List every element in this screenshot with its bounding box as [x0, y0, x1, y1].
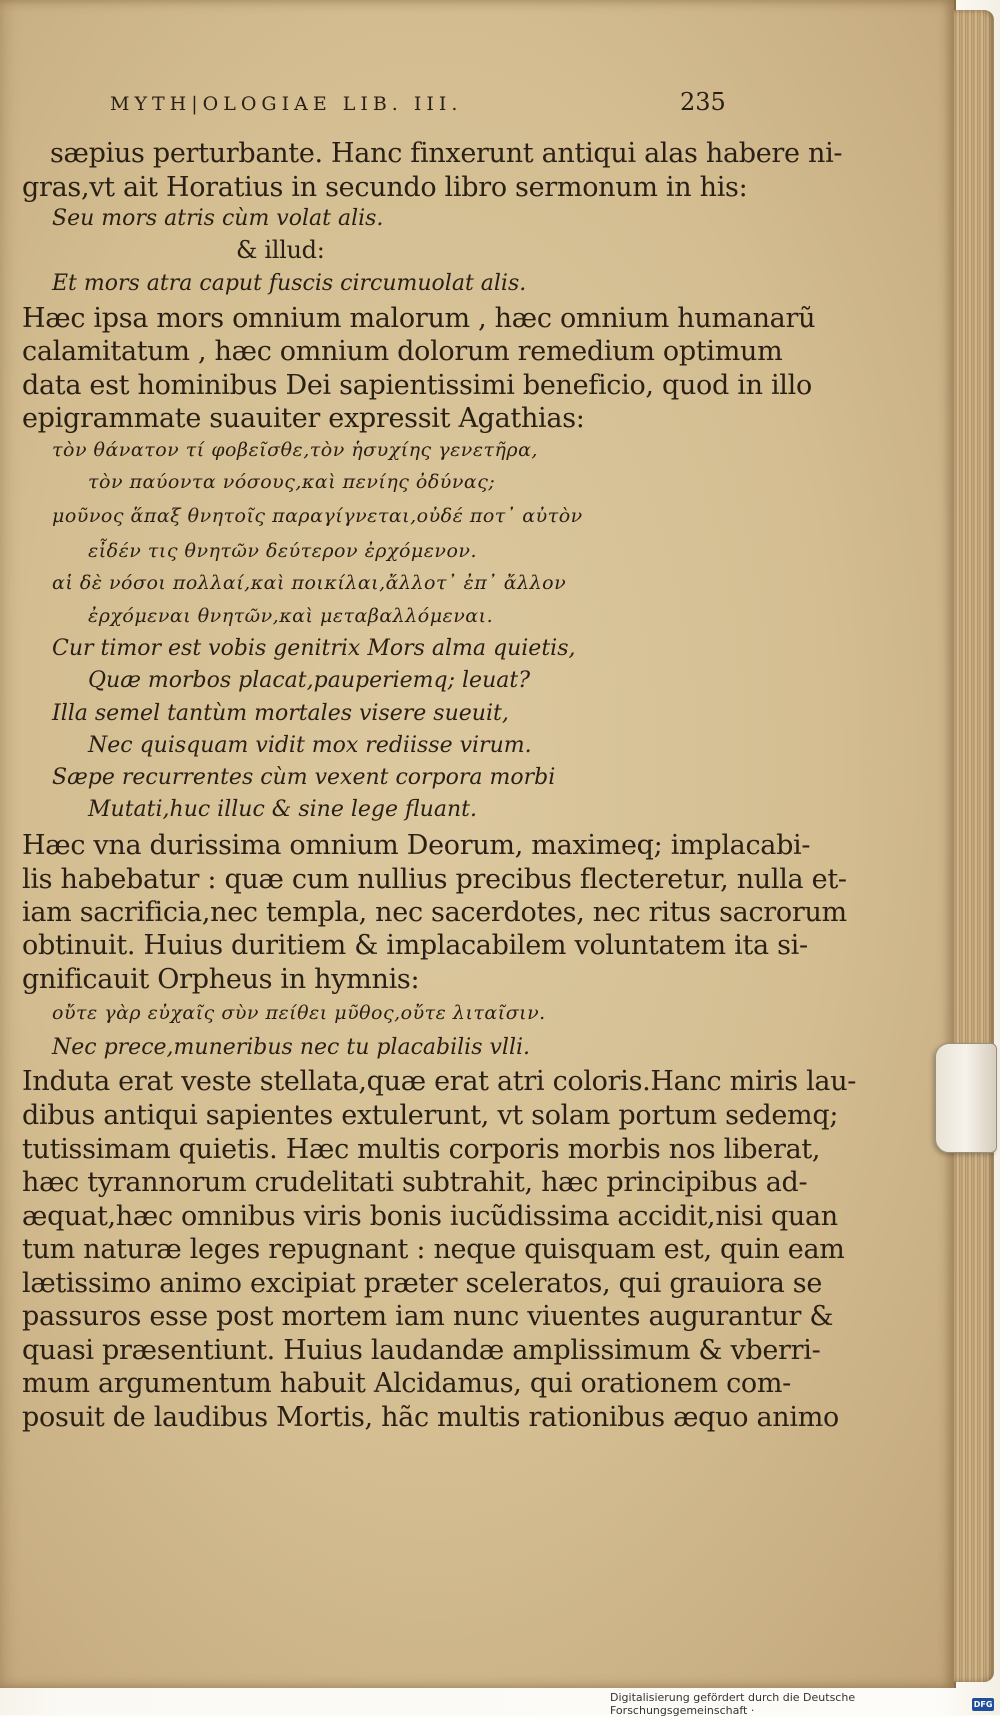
text-line: data est hominibus Dei sapientissimi beneficio, quod in illo [22, 370, 812, 401]
running-title: MYTH|OLOGIAE LIB. III. [110, 93, 463, 115]
verse-line: Nec quisquam vidit mox rediisse virum. [88, 733, 532, 758]
greek-line: εἶδέν τις θνητῶν δεύτερον ἐρχόμενον. [88, 540, 478, 562]
text-line: æquat,hæc omnibus viris bonis iucũdissima accidit,nisi quan [22, 1201, 838, 1232]
text-line: Induta erat veste stellata,quæ erat atri coloris.Hanc miris lau- [22, 1066, 857, 1097]
text-line: dibus antiqui sapientes extulerunt, vt solam portum sedemq; [22, 1100, 839, 1131]
text-line: & illud: [236, 236, 325, 264]
greek-line: οὔτε γὰρ εὐχαῖς σὺν πείθει μῦθος,οὔτε λιταῖσιν. [52, 1002, 546, 1024]
verse-line: Sæpe recurrentes cùm vexent corpora morbi [52, 765, 556, 790]
verse-line: Quæ morbos placat,pauperiemq; leuat? [88, 668, 530, 693]
dfg-logo: DFG [973, 1699, 993, 1709]
quote-line: Seu mors atris cùm volat alis. [52, 206, 384, 231]
footer-credit [610, 1691, 1000, 1717]
text-line: Hæc ipsa mors omnium malorum , hæc omnium humanarũ [22, 303, 816, 334]
text-line: obtinuit. Huius duritiem & implacabilem voluntatem ita si- [22, 930, 808, 961]
text-line: gnificauit Orpheus in hymnis: [22, 964, 420, 995]
text-line: epigrammate suauiter expressit Agathias: [22, 403, 585, 434]
text-line: gras,vt ait Horatius in secundo libro sermonum in his: [22, 172, 748, 203]
greek-line: μοῦνος ἅπαξ θνητοῖς παραγίγνεται,οὐδέ ποτ᾽ αὐτὸν [52, 505, 583, 527]
text-line: mum argumentum habuit Alcidamus, qui orationem com- [22, 1368, 792, 1399]
verse-line: Cur timor est vobis genitrix Mors alma quietis, [52, 636, 576, 661]
page-edges [954, 10, 994, 1682]
text-line: sæpius perturbante. Hanc finxerunt antiqui alas habere ni- [50, 138, 843, 169]
text-line: passuros esse post mortem iam nunc viuentes augurantur & [22, 1301, 834, 1332]
greek-line: ἐρχόμεναι θνητῶν,καὶ μεταβαλλόμεναι. [88, 605, 494, 627]
text-line: Hæc vna durissima omnium Deorum, maximeq; implacabi- [22, 830, 811, 861]
greek-line: αἱ δὲ νόσοι πολλαί,καὶ ποικίλαι,ἄλλοτ᾽ ἐπ᾽ ἄλλον [52, 572, 567, 594]
page-number: 235 [680, 88, 726, 116]
verse-line: Nec prece,muneribus nec tu placabilis vlli. [52, 1035, 531, 1060]
text-line: calamitatum , hæc omnium dolorum remedium optimum [22, 336, 783, 367]
text-line: tutissimam quietis. Hæc multis corporis morbis nos liberat, [22, 1134, 821, 1165]
text-line: posuit de laudibus Mortis, hãc multis rationibus æquo animo [22, 1402, 839, 1433]
quote-line: Et mors atra caput fuscis circumuolat alis. [52, 271, 527, 296]
text-line: iam sacrificia,nec templa, nec sacerdotes, nec ritus sacrorum [22, 897, 847, 928]
greek-line: τὸν θάνατον τί φοβεῖσθε,τὸν ἡσυχίης γενετῆρα, [52, 439, 538, 461]
text-line: hæc tyrannorum crudelitati subtrahit, hæc principibus ad- [22, 1167, 808, 1198]
text-line: lætissimo animo excipiat præter sceleratos, qui grauiora se [22, 1268, 823, 1299]
text-line: quasi præsentiunt. Huius laudandæ amplissimum & vberri- [22, 1335, 821, 1366]
greek-line: τὸν παύοντα νόσους,καὶ πενίης ὀδύνας; [88, 471, 496, 493]
footer-credit-text: Digitalisierung gefördert durch die Deutsche Forschungsgemeinschaft · [610, 1691, 856, 1717]
text-line: lis habebatur : quæ cum nullius precibus flecteretur, nulla et- [22, 864, 847, 895]
verse-line: Mutati,huc illuc & sine lege fluant. [88, 797, 477, 822]
text-line: tum naturæ leges repugnant : neque quisquam est, quin eam [22, 1234, 845, 1265]
verse-line: Illa semel tantùm mortales visere sueuit, [52, 701, 509, 726]
